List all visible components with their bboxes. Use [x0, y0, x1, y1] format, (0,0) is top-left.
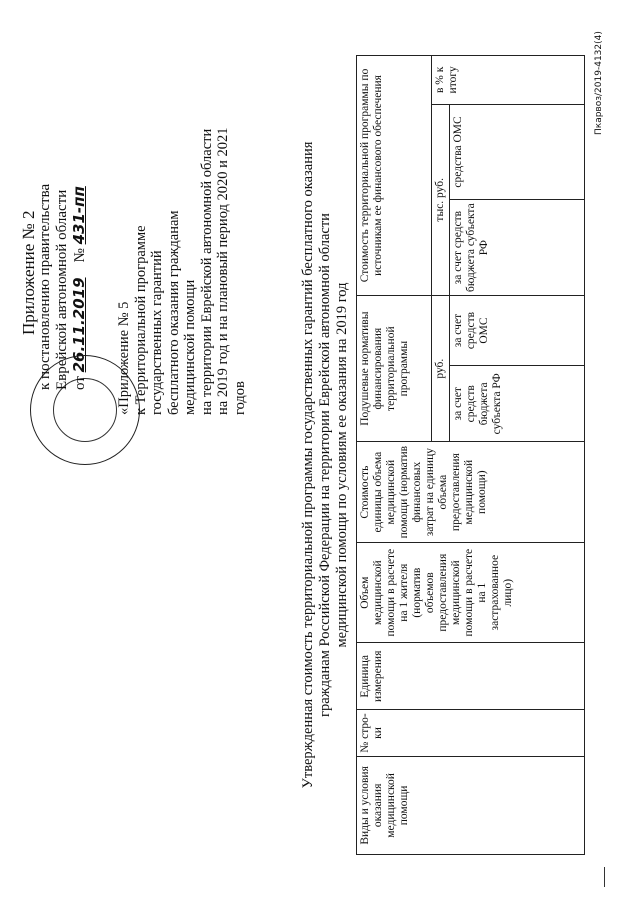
header-col-unit-cost: Стоимость единицы объема медицинской помощи (норматив финансовых затрат на единицу объема предоставления медицинской помощи): [357, 442, 585, 543]
cost-table: [356, 55, 585, 855]
heading-line: Утвержденная стоимость территориальной программы государственных гарантий бесплатного оказания: [300, 141, 316, 789]
heading-line: медицинской помощи по условиям ее оказания на 2019 год: [334, 282, 350, 648]
appendix-2-dateline: [71, 20, 89, 390]
page-edge-dash: [604, 867, 605, 887]
unit-thousand-rub: тыс. руб.: [432, 104, 450, 295]
subheader-oms-per-capita: за счет средств ОМС: [450, 295, 585, 365]
header-col-unit: Единица измерения: [357, 643, 585, 710]
appendix-5-line: медицинской помощи: [182, 279, 198, 415]
appendix-5-line: «Приложение № 5: [116, 301, 132, 415]
header-col-per-capita: Подушевые нормативы финансирования территориальной программы: [357, 295, 432, 441]
appendix-2-line1: к постановлению правительства: [37, 183, 53, 390]
appendix-2-line2: Еврейской автономной области: [54, 189, 70, 390]
appendix-5-line: на 2019 год и на плановый период 2020 и 2021: [215, 127, 231, 415]
number-value: 431-пп: [70, 186, 88, 245]
appendix-2-block: [20, 20, 89, 390]
header-col-types: Виды и условия оказания медицинской помощи: [357, 756, 585, 854]
appendix-2-title: Приложение № 2: [19, 210, 38, 335]
header-percent-total: в % к итогу: [432, 56, 585, 105]
appendix-5-line: государственных гарантий: [149, 250, 165, 415]
subheader-oms-cost: средства ОМС: [450, 104, 585, 200]
date-value: 26.11.2019: [70, 277, 88, 373]
footer-code: Пкарвоз/2019-4132(4): [594, 31, 604, 135]
subheader-budget-cost: за счет средств бюджета субъекта РФ: [450, 200, 585, 296]
header-col-program-cost: Стоимость территориальной программы по источникам ее финансового обеспечения: [357, 56, 432, 296]
appendix-5-block: [116, 15, 248, 415]
number-prefix: №: [72, 248, 88, 263]
unit-rub: руб.: [432, 295, 450, 441]
header-col-row-no: № стро-ки: [357, 710, 585, 757]
header-col-volume: Объем медицинской помощи в расчете на 1 жителя (норматив объемов предоставления медицинской помощи в расчете на 1 застрахованное лицо): [357, 542, 585, 643]
document-heading: [300, 85, 351, 845]
appendix-5-line: на территории Еврейской автономной области: [198, 128, 215, 415]
appendix-5-line: к Территориальной программе: [132, 225, 149, 415]
subheader-budget-per-capita: за счет средств бюджета субъекта РФ: [450, 366, 585, 442]
date-prefix: от: [72, 376, 88, 390]
appendix-5-line: годов: [231, 381, 248, 415]
appendix-5-line: бесплатного оказания гражданам: [165, 210, 182, 415]
heading-line: гражданам Российской Федерации на территории Еврейской автономной области: [317, 213, 333, 717]
table-header-row: [357, 56, 432, 855]
